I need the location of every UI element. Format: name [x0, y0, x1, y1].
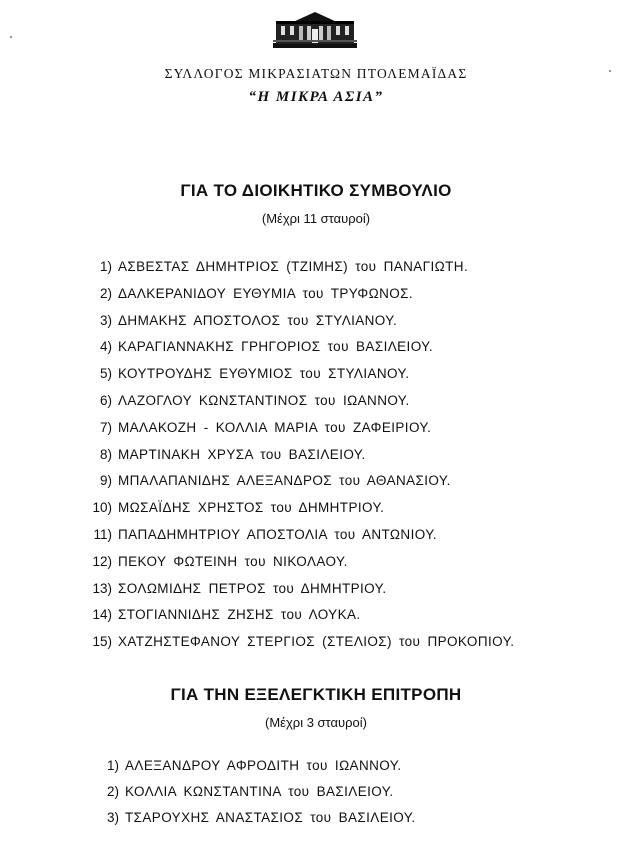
candidate-name: ΑΣΒΕΣΤΑΣ ΔΗΜΗΤΡΙΟΣ (ΤΖΙΜΗΣ) του ΠΑΝΑΓΙΩΤΗ. — [118, 259, 469, 274]
candidate-number: 4) — [99, 339, 112, 355]
candidate-number: 5) — [99, 366, 112, 382]
organization-name: ΣΥΛΛΟΓΟΣ ΜΙΚΡΑΣΙΑΤΩΝ ΠΤΟΛΕΜΑΪΔΑΣ — [164, 66, 468, 81]
candidate-item — [90, 581, 386, 597]
candidate-number: 9) — [99, 473, 112, 489]
candidate-number: 2) — [99, 285, 112, 301]
candidate-number: 1) — [106, 758, 119, 773]
candidate-name: ΜΠΑΛΑΠΑΝΙΔΗΣ ΑΛΕΞΑΝΔΡΟΣ του ΑΘΑΝΑΣΙΟΥ. — [118, 473, 451, 489]
candidate-number: 13) — [92, 580, 112, 596]
audit-section-subtitle: (Μέχρι 3 σταυροί) — [265, 715, 367, 730]
candidate-item — [90, 607, 361, 623]
candidate-item — [90, 313, 397, 329]
candidate-number: 2) — [106, 784, 119, 799]
candidate-item — [90, 473, 451, 489]
candidate-name: ΑΛΕΞΑΝΔΡΟΥ ΑΦΡΟΔΙΤΗ του ΙΩΑΝΝΟΥ. — [125, 758, 402, 773]
scan-speck — [10, 36, 12, 38]
candidate-item — [90, 634, 514, 650]
candidate-name: ΠΕΚΟΥ ΦΩΤΕΙΝΗ του ΝΙΚΟΛΑΟΥ. — [118, 553, 348, 569]
candidate-name: ΜΩΣΑΪΔΗΣ ΧΡΗΣΤΟΣ του ΔΗΜΗΤΡΙΟΥ. — [118, 500, 385, 516]
candidate-item — [90, 500, 384, 516]
candidate-name: ΣΟΛΩΜΙΔΗΣ ΠΕΤΡΟΣ του ΔΗΜΗΤΡΙΟΥ. — [118, 580, 387, 596]
candidate-item — [90, 527, 437, 543]
candidate-name: ΚΟΛΛΙΑ ΚΩΝΣΤΑΝΤΙΝΑ του ΒΑΣΙΛΕΙΟΥ. — [125, 784, 394, 799]
candidate-number: 1) — [99, 259, 112, 274]
candidate-item — [97, 810, 416, 826]
candidate-name: ΜΑΡΤΙΝΑΚΗ ΧΡΥΣΑ του ΒΑΣΙΛΕΙΟΥ. — [118, 446, 366, 462]
candidate-name: ΧΑΤΖΗΣΤΕΦΑΝΟΥ ΣΤΕΡΓΙΟΣ (ΣΤΕΛΙΟΣ) του ΠΡΟΚΟΠΙΟΥ. — [118, 634, 515, 650]
candidate-item — [90, 420, 431, 436]
audit-section-title: ΓΙΑ ΤΗΝ ΕΞΕΛΕΓΚΤΙΚΗ ΕΠΙΤΡΟΠΗ — [170, 685, 462, 704]
candidate-number: 11) — [93, 527, 112, 542]
candidate-item — [90, 447, 366, 463]
scan-speck — [609, 70, 611, 72]
candidate-item — [97, 758, 402, 774]
candidate-number: 10) — [92, 500, 112, 516]
building-icon — [273, 12, 357, 50]
organization-motto: “Η ΜΙΚΡΑ ΑΣΙΑ” — [248, 89, 384, 105]
candidate-name: ΔΑΛΚΕΡΑΝΙΔΟΥ ΕΥΘΥΜΙΑ του ΤΡΥΦΩΝΟΣ. — [118, 285, 414, 301]
candidate-item — [90, 286, 413, 302]
board-section-subtitle: (Μέχρι 11 σταυροί) — [261, 211, 371, 226]
candidate-name: ΛΑΖΟΓΛΟΥ ΚΩΝΣΤΑΝΤΙΝΟΣ του ΙΩΑΝΝΟΥ. — [118, 393, 410, 408]
candidate-number: 3) — [106, 810, 119, 825]
candidate-item — [90, 393, 410, 409]
candidate-number: 15) — [92, 634, 112, 650]
candidate-number: 3) — [99, 312, 112, 328]
candidate-name: ΚΑΡΑΓΙΑΝΝΑΚΗΣ ΓΡΗΓΟΡΙΟΣ του ΒΑΣΙΛΕΙΟΥ. — [118, 339, 433, 355]
candidate-item — [90, 339, 433, 355]
candidate-item — [90, 366, 409, 382]
candidate-name: ΚΟΥΤΡΟΥΔΗΣ ΕΥΘΥΜΙΟΣ του ΣΤΥΛΙΑΝΟΥ. — [118, 366, 410, 382]
candidate-item — [97, 784, 394, 800]
candidate-name: ΠΑΠΑΔΗΜΗΤΡΙΟΥ ΑΠΟΣΤΟΛΙΑ του ΑΝΤΩΝΙΟΥ. — [118, 527, 438, 542]
candidate-name: ΔΗΜΑΚΗΣ ΑΠΟΣΤΟΛΟΣ του ΣΤΥΛΙΑΝΟΥ. — [118, 312, 398, 328]
candidate-item — [90, 554, 348, 570]
candidate-name: ΣΤΟΓΙΑΝΝΙΔΗΣ ΖΗΣΗΣ του ΛΟΥΚΑ. — [118, 607, 361, 623]
candidate-item — [90, 259, 468, 275]
candidate-name: ΜΑΛΑΚΟΖΗ - ΚΟΛΛΙΑ ΜΑΡΙΑ του ΖΑΦΕΙΡΙΟΥ. — [118, 419, 432, 435]
board-section-title: ΓΙΑ ΤΟ ΔΙΟΙΚΗΤΙΚΟ ΣΥΜΒΟΥΛΙΟ — [180, 181, 452, 200]
candidate-number: 14) — [92, 607, 112, 623]
candidate-number: 8) — [99, 446, 112, 462]
candidate-number: 6) — [99, 393, 112, 408]
candidate-name: ΤΣΑΡΟΥΧΗΣ ΑΝΑΣΤΑΣΙΟΣ του ΒΑΣΙΛΕΙΟΥ. — [125, 810, 416, 825]
candidate-number: 7) — [99, 419, 112, 435]
candidate-number: 12) — [92, 553, 112, 569]
